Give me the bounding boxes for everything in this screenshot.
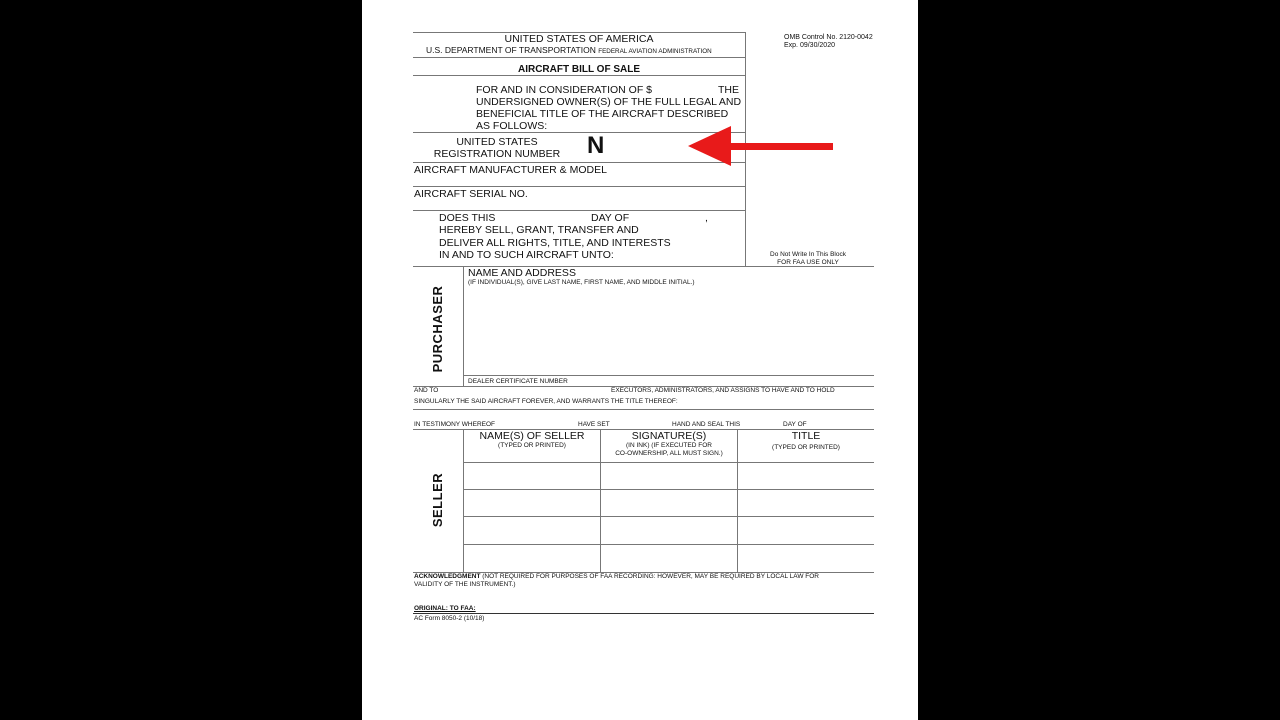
in-testimony-label: IN TESTIMONY WHEREOF (414, 421, 496, 428)
consideration-line2: UNDERSIGNED OWNER(S) OF THE FULL LEGAL AND (476, 96, 742, 108)
manufacturer-model-label: AIRCRAFT MANUFACTURER & MODEL (414, 164, 607, 176)
transfer-line4: IN AND TO SUCH AIRCRAFT UNTO: (439, 249, 614, 261)
have-set-label: HAVE SET (578, 421, 610, 428)
consideration-line3: BENEFICIAL TITLE OF THE AIRCRAFT DESCRIBED (476, 108, 729, 120)
country-title: UNITED STATES OF AMERICA (504, 33, 654, 45)
testimony-day-of-label: DAY OF (783, 421, 807, 428)
transfer-line2: HEREBY SELL, GRANT, TRANSFER AND (439, 224, 639, 236)
name-address-label: NAME AND ADDRESS (468, 267, 576, 279)
faa-block-note-1: Do Not Write In This Block (770, 251, 846, 258)
executors-text: EXECUTORS, ADMINISTRATORS, AND ASSIGNS TO HAVE AND TO HOLD (611, 387, 835, 394)
form-title: AIRCRAFT BILL OF SALE (517, 64, 641, 75)
consideration-label: FOR AND IN CONSIDERATION OF $ (476, 84, 652, 96)
registration-prefix: N (587, 132, 605, 159)
consideration-the: THE (718, 84, 739, 96)
serial-number-label: AIRCRAFT SERIAL NO. (414, 188, 528, 200)
and-to-label: AND TO (414, 387, 439, 394)
seller-name-column-title: NAME(S) OF SELLER (479, 430, 585, 442)
dealer-certificate-label: DEALER CERTIFICATE NUMBER (468, 378, 568, 385)
acknowledgment-label: ACKNOWLEDGMENT (414, 573, 481, 580)
title-column-sub: (TYPED OR PRINTED) (772, 444, 840, 451)
name-address-hint: (IF INDIVIDUAL(S), GIVE LAST NAME, FIRST NAME, AND MIDDLE INITIAL.) (468, 279, 695, 286)
registration-label-2: REGISTRATION NUMBER (433, 148, 561, 160)
signature-column-title: SIGNATURE(S) (631, 430, 707, 442)
day-of-label: DAY OF (591, 212, 630, 224)
registration-label-1: UNITED STATES (456, 136, 538, 148)
signature-column-sub-2: CO-OWNERSHIP, ALL MUST SIGN.) (615, 450, 723, 457)
date-comma: , (705, 212, 708, 224)
consideration-line4: AS FOLLOWS: (476, 120, 548, 132)
transfer-line3: DELIVER ALL RIGHTS, TITLE, AND INTERESTS (439, 237, 671, 249)
agency-name: FEDERAL AVIATION ADMINISTRATION (598, 48, 712, 55)
does-this-label: DOES THIS (439, 212, 496, 224)
omb-control-number: OMB Control No. 2120-0042 (784, 34, 873, 41)
form-number: AC Form 8050-2 (10/18) (414, 615, 485, 622)
acknowledgment-text-1: (NOT REQUIRED FOR PURPOSES OF FAA RECORDING: HOWEVER, MAY BE REQUIRED BY LOCAL LAW FOR (482, 573, 819, 580)
acknowledgment-text-2: VALIDITY OF THE INSTRUMENT.) (414, 581, 516, 588)
expiration-date: Exp. 09/30/2020 (784, 42, 835, 49)
title-column-title: TITLE (791, 430, 821, 442)
signature-column-sub-1: (IN INK) (IF EXECUTED FOR (626, 442, 712, 449)
department-name: U.S. DEPARTMENT OF TRANSPORTATION (426, 45, 596, 55)
seller-name-column-sub: (TYPED OR PRINTED) (498, 442, 566, 449)
hand-seal-label: HAND AND SEAL THIS (672, 421, 741, 428)
arrow-shaft (725, 143, 833, 150)
arrow-head-icon (688, 126, 731, 166)
original-to-faa: ORIGINAL: TO FAA: (414, 605, 476, 612)
warranty-text: SINGULARLY THE SAID AIRCRAFT FOREVER, AND WARRANTS THE TITLE THEREOF: (414, 398, 678, 405)
seller-side-label: SELLER (430, 472, 445, 528)
faa-block-note-2: FOR FAA USE ONLY (777, 259, 839, 266)
purchaser-side-label: PURCHASER (430, 285, 445, 373)
